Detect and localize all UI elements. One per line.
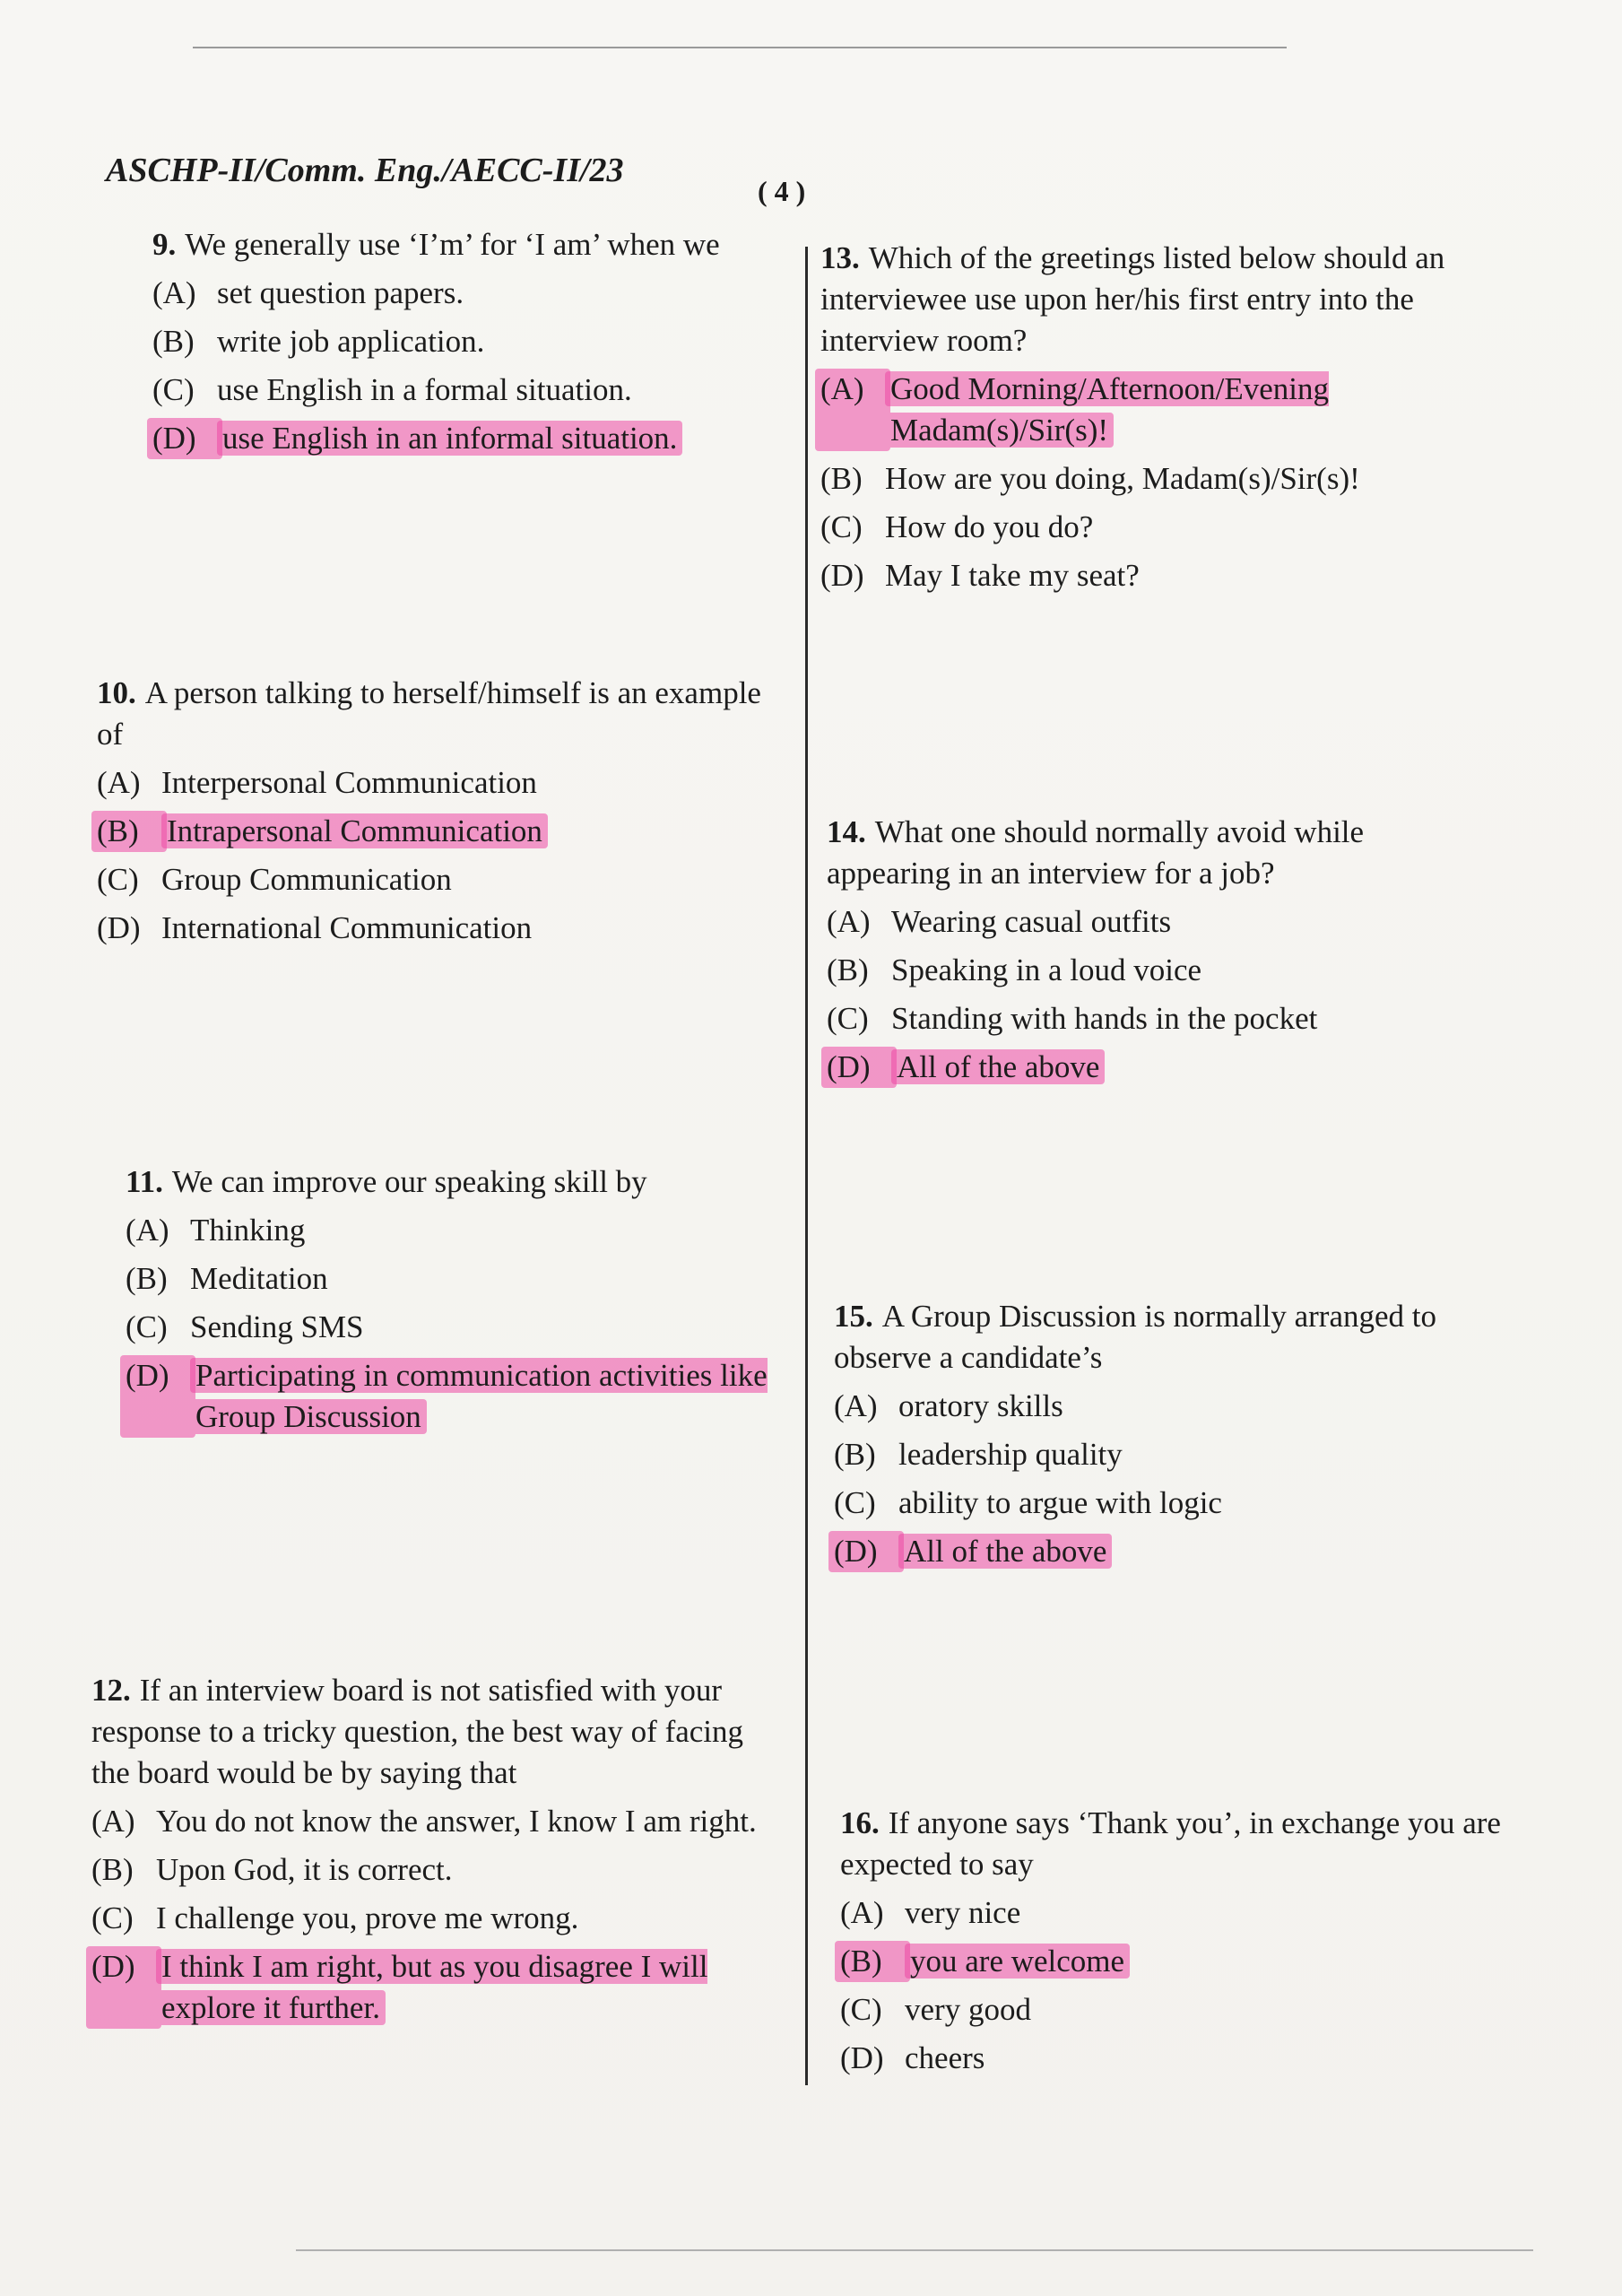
option-d [840, 2038, 1504, 2079]
question-stem [152, 224, 771, 265]
column-divider [805, 247, 808, 2085]
option-text-content: I think I am right, but as you disagree I will explore it further. [156, 1949, 707, 2025]
question-text: Which of the greetings listed below should an interviewee use upon her/his first entry into the interview room? [820, 240, 1445, 358]
option-b [91, 1849, 773, 1891]
question-number: 15. [834, 1299, 873, 1334]
option-a-highlighted [820, 369, 1470, 451]
option-label: (B) [152, 324, 195, 359]
question-number: 13. [820, 240, 860, 275]
option-text [217, 273, 771, 314]
option-b [827, 950, 1490, 991]
option-label: (B) [834, 1437, 876, 1472]
option-c [820, 507, 1470, 548]
option-c [152, 370, 771, 411]
option-label: (A) [91, 1804, 135, 1839]
option-text-content: How do you do? [885, 509, 1094, 544]
option-a [834, 1386, 1497, 1427]
option-a [827, 901, 1490, 943]
question-number: 9. [152, 227, 177, 262]
option-c [840, 1989, 1504, 2031]
question-9 [152, 224, 771, 466]
option-text [898, 1483, 1497, 1524]
option-label: (A) [840, 1895, 884, 1930]
option-c [834, 1483, 1497, 1524]
option-label: (A) [827, 904, 871, 939]
option-label: (A) [97, 765, 141, 800]
option-text [885, 458, 1470, 500]
option-d-highlighted [827, 1047, 1490, 1088]
option-d-highlighted [834, 1531, 1497, 1572]
option-text-content: oratory skills [898, 1388, 1063, 1423]
question-stem [834, 1296, 1497, 1378]
question-number: 11. [126, 1164, 163, 1199]
options-list [840, 1892, 1504, 2079]
option-text-content: use English in an informal situation. [217, 421, 682, 456]
option-text [217, 370, 771, 411]
option-text [890, 369, 1470, 451]
page-number: ( 4 ) [758, 175, 806, 207]
question-number: 14. [827, 814, 866, 849]
options-list [126, 1210, 771, 1438]
option-c [91, 1898, 773, 1939]
option-label: (D) [828, 1531, 904, 1572]
option-d [820, 555, 1470, 596]
option-text [905, 1989, 1504, 2031]
option-text [161, 908, 769, 949]
option-label: (D) [147, 418, 222, 459]
top-rule [193, 47, 1287, 48]
option-label: (B) [827, 952, 869, 987]
option-label: (B) [126, 1261, 168, 1296]
option-text [898, 1434, 1497, 1475]
question-13 [820, 238, 1470, 604]
question-12 [91, 1670, 773, 2036]
question-14 [827, 812, 1490, 1095]
option-label: (A) [126, 1213, 169, 1248]
option-text [891, 901, 1490, 943]
option-label: (D) [120, 1355, 195, 1438]
option-label: (D) [840, 2040, 884, 2075]
option-text [167, 811, 769, 852]
option-d-highlighted [91, 1946, 773, 2029]
option-text-content: ability to argue with logic [898, 1485, 1222, 1520]
question-number: 16. [840, 1805, 880, 1840]
option-label: (D) [820, 558, 864, 593]
question-number: 12. [91, 1673, 131, 1708]
option-text [885, 507, 1470, 548]
question-16 [840, 1803, 1504, 2086]
option-text-content: International Communication [161, 910, 533, 945]
question-stem [827, 812, 1490, 894]
question-text: If anyone says ‘Thank you’, in exchange you are expected to say [840, 1805, 1501, 1882]
option-text [898, 1386, 1497, 1427]
options-list [820, 369, 1470, 596]
option-b-highlighted [840, 1941, 1504, 1982]
question-10 [97, 673, 769, 956]
option-text [891, 998, 1490, 1039]
option-b [834, 1434, 1497, 1475]
option-text-content: Wearing casual outfits [891, 904, 1172, 939]
question-text: We generally use ‘I’m’ for ‘I am’ when we [185, 227, 720, 262]
question-text: We can improve our speaking skill by [171, 1164, 647, 1199]
option-c [827, 998, 1490, 1039]
option-label: (C) [152, 372, 195, 407]
option-text-content: Group Communication [161, 862, 452, 897]
option-text-content: Participating in communication activities like Group Discussion [190, 1358, 768, 1434]
option-text-content: write job application. [217, 324, 485, 359]
option-text [891, 950, 1490, 991]
option-text [190, 1258, 771, 1300]
option-text [195, 1355, 771, 1438]
option-label: (A) [152, 275, 196, 310]
question-text: A person talking to herself/himself is an example of [97, 675, 761, 752]
question-stem [97, 673, 769, 755]
option-text-content: Thinking [190, 1213, 306, 1248]
option-text-content: you are welcome [905, 1944, 1130, 1979]
question-text: A Group Discussion is normally arranged to observe a candidate’s [834, 1299, 1436, 1375]
option-text [190, 1210, 771, 1251]
option-text-content: use English in a formal situation. [217, 372, 632, 407]
options-list [152, 273, 771, 459]
option-label: (D) [821, 1047, 897, 1088]
options-list [827, 901, 1490, 1088]
option-label: (B) [820, 461, 863, 496]
options-list [97, 762, 769, 949]
option-b-highlighted [97, 811, 769, 852]
option-text [156, 1801, 773, 1842]
option-b [820, 458, 1470, 500]
options-list [91, 1801, 773, 2029]
option-text-content: All of the above [898, 1534, 1112, 1569]
options-list [834, 1386, 1497, 1572]
bottom-rule [296, 2249, 1533, 2251]
option-text-content: very good [905, 1992, 1031, 2027]
option-label: (B) [91, 811, 167, 852]
question-stem [91, 1670, 773, 1794]
option-text [161, 859, 769, 900]
option-c [126, 1307, 771, 1348]
option-text-content: You do not know the answer, I know I am right. [156, 1804, 757, 1839]
option-label: (A) [834, 1388, 878, 1423]
option-text [156, 1898, 773, 1939]
option-label: (C) [820, 509, 863, 544]
option-label: (A) [815, 369, 890, 451]
option-label: (C) [91, 1900, 134, 1935]
option-b [126, 1258, 771, 1300]
option-a [126, 1210, 771, 1251]
option-text [217, 321, 771, 362]
question-text: What one should normally avoid while appearing in an interview for a job? [827, 814, 1365, 891]
question-number: 10. [97, 675, 136, 710]
option-label: (C) [126, 1309, 168, 1344]
option-text-content: All of the above [891, 1049, 1105, 1084]
question-stem [126, 1161, 771, 1203]
option-label: (C) [834, 1485, 876, 1520]
option-text-content: May I take my seat? [885, 558, 1140, 593]
option-text [910, 1941, 1504, 1982]
option-text-content: Meditation [190, 1261, 328, 1296]
option-text-content: set question papers. [217, 275, 464, 310]
option-text [905, 2038, 1504, 2079]
option-text-content: Upon God, it is correct. [156, 1852, 453, 1887]
option-text-content: cheers [905, 2040, 985, 2075]
option-text-content: Interpersonal Communication [161, 765, 537, 800]
option-a [91, 1801, 773, 1842]
question-text: If an interview board is not satisfied with your response to a tricky question, the best way of facing the board would be by saying that [91, 1673, 744, 1790]
option-text-content: Sending SMS [190, 1309, 364, 1344]
question-15 [834, 1296, 1497, 1579]
option-text-content: How are you doing, Madam(s)/Sir(s)! [885, 461, 1360, 496]
option-text-content: Standing with hands in the pocket [891, 1001, 1318, 1036]
option-text [161, 1946, 773, 2029]
option-text-content: very nice [905, 1895, 1021, 1930]
option-text-content: Intrapersonal Communication [161, 813, 548, 848]
option-label: (D) [97, 910, 141, 945]
option-a [840, 1892, 1504, 1934]
option-label: (B) [91, 1852, 134, 1887]
option-label: (C) [97, 862, 139, 897]
question-stem [820, 238, 1470, 361]
question-11 [126, 1161, 771, 1445]
option-d [97, 908, 769, 949]
option-text-content: Good Morning/Afternoon/Evening Madam(s)/Sir(s)! [885, 371, 1329, 448]
option-text [222, 418, 771, 459]
paper-code: ASCHP-II/Comm. Eng./AECC-II/23 [106, 152, 624, 189]
question-stem [840, 1803, 1504, 1885]
option-a [152, 273, 771, 314]
option-label: (C) [840, 1992, 882, 2027]
option-label: (B) [835, 1941, 910, 1982]
option-label: (C) [827, 1001, 869, 1036]
option-text [904, 1531, 1497, 1572]
option-text [161, 762, 769, 804]
option-label: (D) [86, 1946, 161, 2029]
option-text [905, 1892, 1504, 1934]
option-d-highlighted [126, 1355, 771, 1438]
option-a [97, 762, 769, 804]
option-text [190, 1307, 771, 1348]
option-text-content: leadership quality [898, 1437, 1123, 1472]
option-d-highlighted [152, 418, 771, 459]
option-text-content: Speaking in a loud voice [891, 952, 1202, 987]
option-text [885, 555, 1470, 596]
option-b [152, 321, 771, 362]
option-c [97, 859, 769, 900]
option-text [156, 1849, 773, 1891]
option-text-content: I challenge you, prove me wrong. [156, 1900, 579, 1935]
option-text [897, 1047, 1490, 1088]
